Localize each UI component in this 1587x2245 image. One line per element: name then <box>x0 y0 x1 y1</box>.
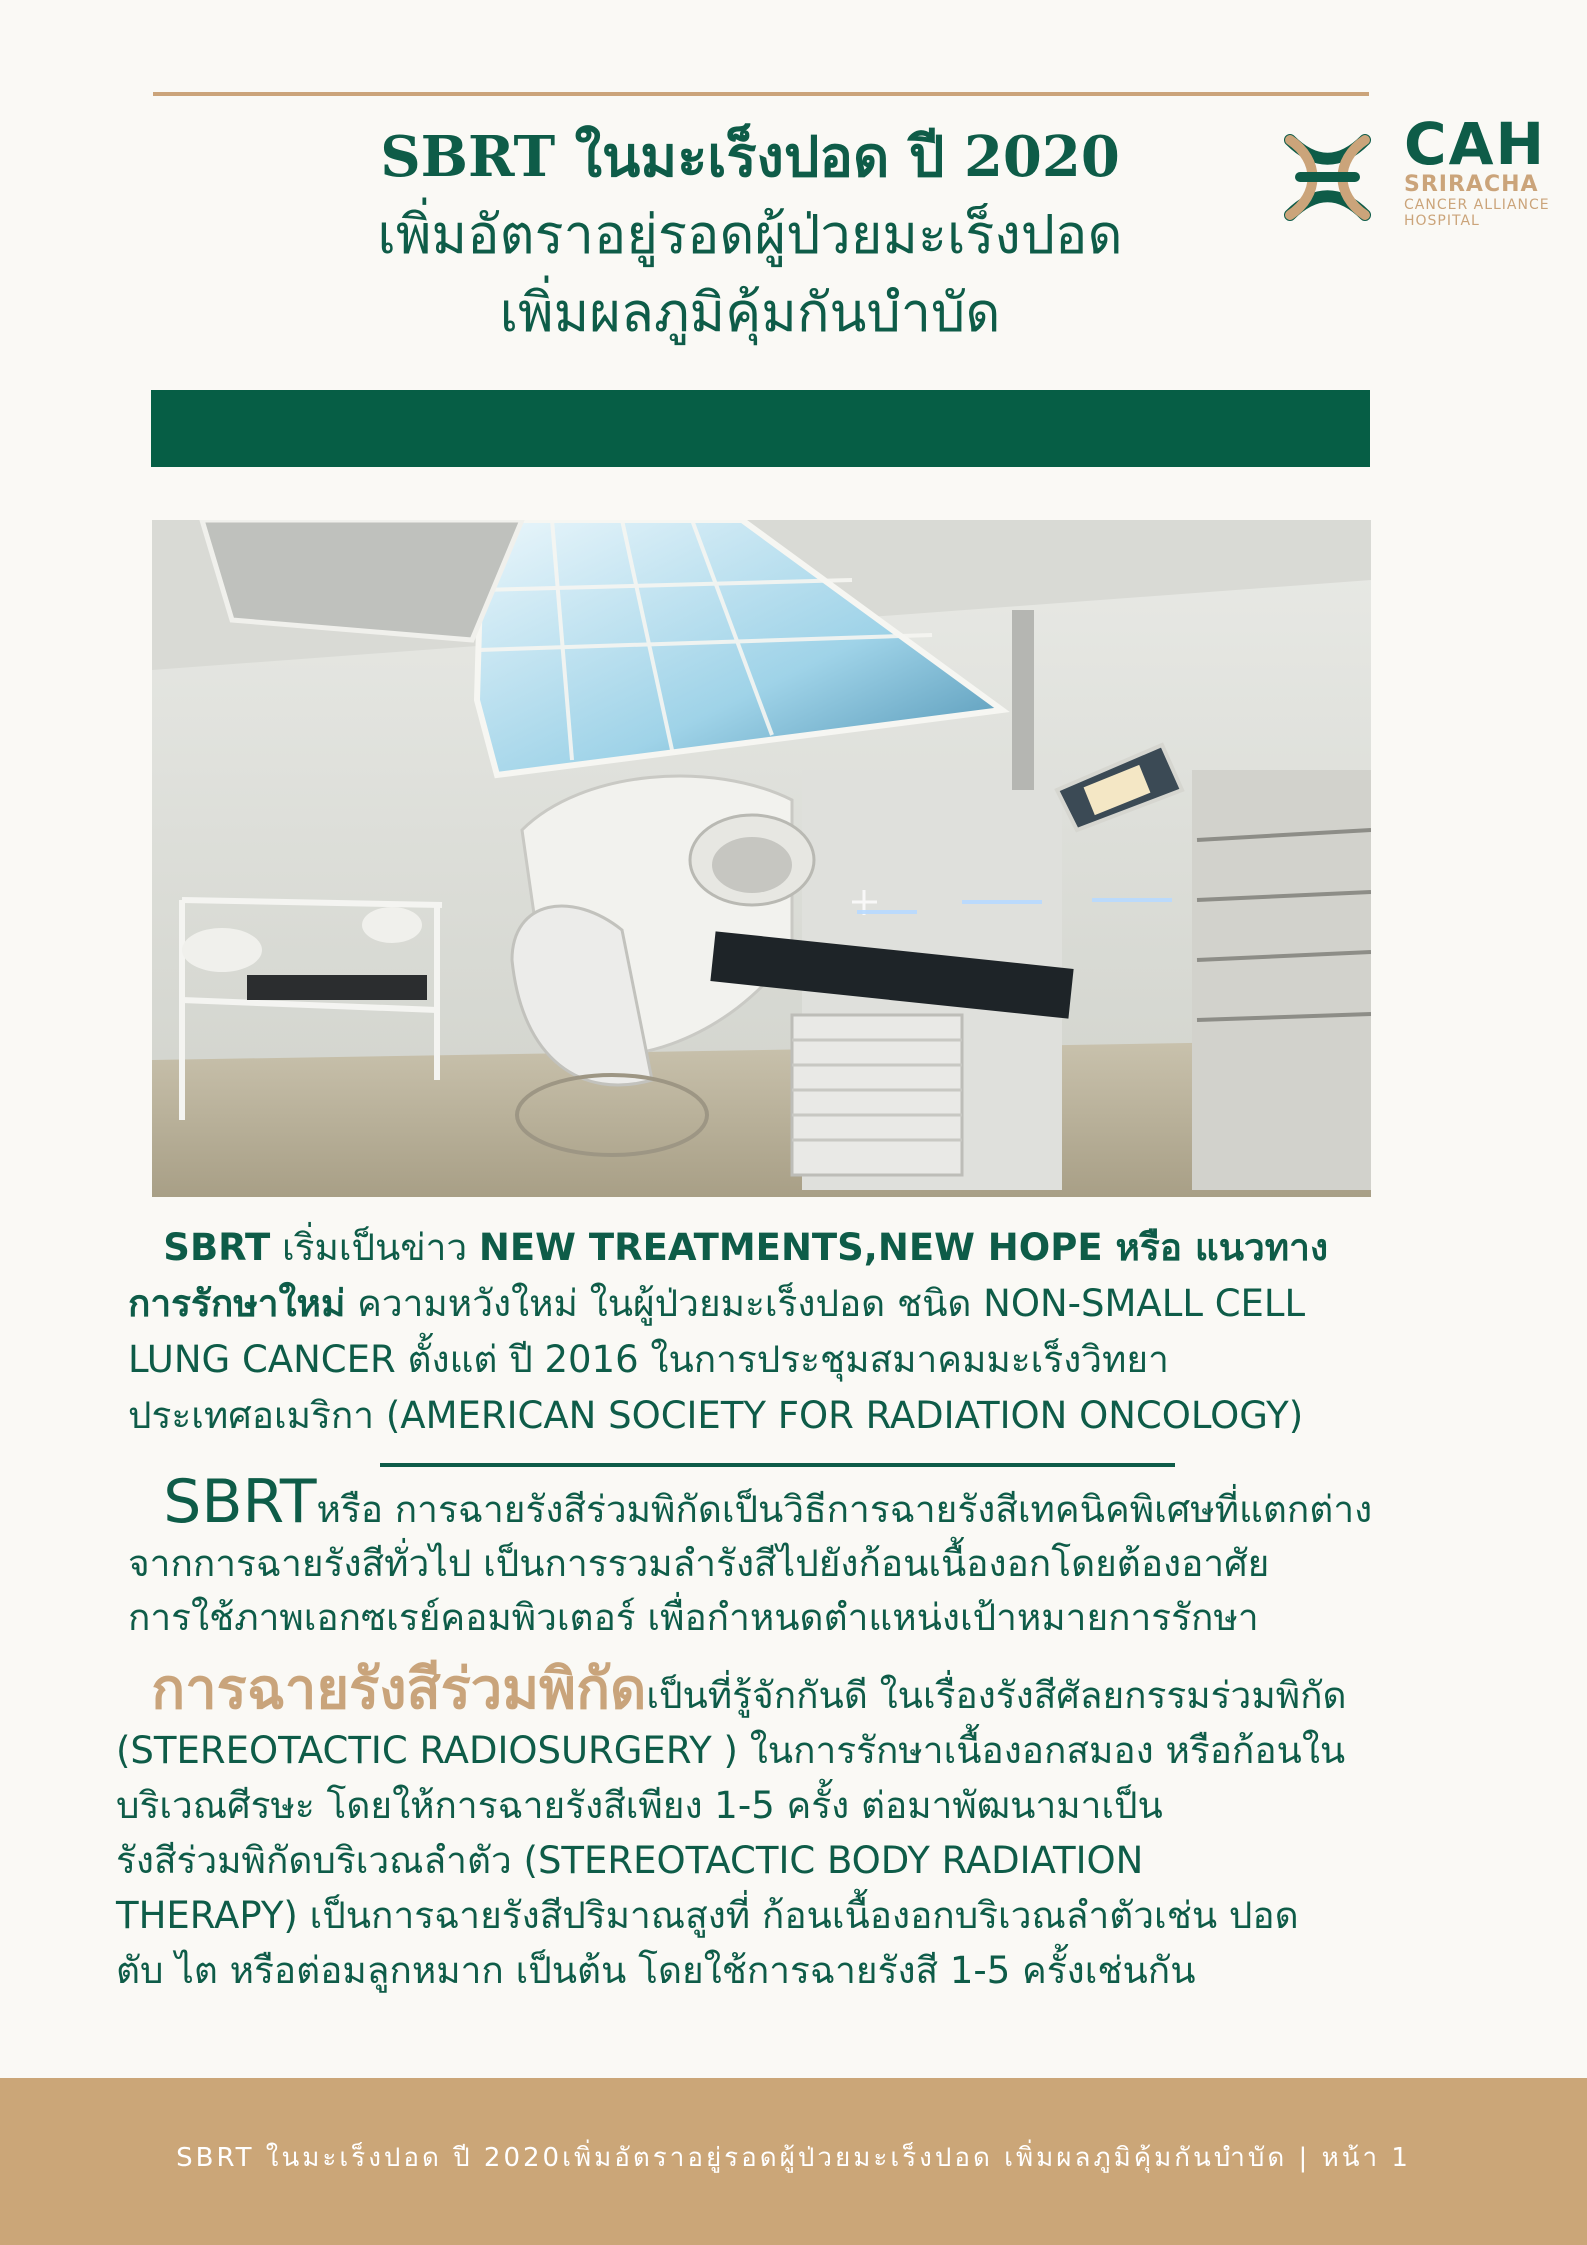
stereotactic-lead: การฉายรังสีร่วมพิกัด <box>151 1657 647 1722</box>
sbrt-line-2: จากการฉายรังสีทั่วไป เป็นการรวมลำรังสีไปยังก้อนเนื้องอกโดยต้องอาศัย <box>128 1542 1270 1585</box>
sbrt-lead: SBRT <box>163 1467 317 1537</box>
treatment-room-photo <box>152 520 1371 1197</box>
title-line-1: SBRT ในมะเร็งปอด ปี 2020 <box>380 124 1120 190</box>
stereotactic-line-4: รังสีร่วมพิกัดบริเวณลำตัว (STEREOTACTIC BODY RADIATION <box>116 1839 1144 1882</box>
section-divider <box>380 1463 1175 1467</box>
top-rule <box>153 92 1369 96</box>
title-line-2: เพิ่มอัตราอยู่รอดผู้ป่วยมะเร็งปอด <box>377 203 1123 266</box>
stereotactic-paragraph <box>116 1657 1516 1998</box>
logo-line-2: HOSPITAL <box>1404 213 1480 229</box>
intro-bold-2: การรักษาใหม่ <box>128 1282 346 1325</box>
logo-subname: SRIRACHA <box>1404 172 1539 197</box>
cah-logo <box>1270 110 1570 235</box>
sbrt-line-1: หรือ การฉายรังสีร่วมพิกัดเป็นวิธีการฉายรังสีเทคนิคพิเศษที่แตกต่าง <box>316 1488 1373 1531</box>
title-line-3: เพิ่มผลภูมิคุ้มกันบำบัด <box>499 281 1001 344</box>
intro-text-3: LUNG CANCER ตั้งแต่ ปี 2016 ในการประชุมสมาคมมะเร็งวิทยา <box>128 1338 1169 1381</box>
stereotactic-line-1: เป็นที่รู้จักกันดี ในเรื่องรังสีศัลยกรรมร่วมพิกัด <box>646 1674 1347 1717</box>
logo-name: CAH <box>1404 110 1546 178</box>
logo-text <box>1404 110 1550 229</box>
stereotactic-line-6: ตับ ไต หรือต่อมลูกหมาก เป็นต้น โดยใช้การฉายรังสี 1-5 ครั้งเช่นกัน <box>116 1949 1196 1992</box>
intro-paragraph <box>128 1220 1498 1444</box>
intro-lead: SBRT <box>163 1226 271 1269</box>
cah-knot-logo-icon <box>1270 120 1385 235</box>
logo-line-1: CANCER ALLIANCE <box>1404 197 1550 213</box>
linac-room-illustration <box>152 520 1371 1197</box>
intro-text-2: ความหวังใหม่ ในผู้ป่วยมะเร็งปอด ชนิด NON-SMALL CELL <box>345 1282 1306 1325</box>
stereotactic-line-3: บริเวณศีรษะ โดยให้การฉายรังสีเพียง 1-5 ครั้ง ต่อมาพัฒนามาเป็น <box>116 1784 1163 1827</box>
title-banner-bar <box>151 390 1370 467</box>
page-title <box>200 118 1300 352</box>
intro-text-1: เริ่มเป็นข่าว <box>270 1226 479 1269</box>
intro-bold-1: NEW TREATMENTS,NEW HOPE หรือ แนวทาง <box>478 1226 1329 1269</box>
sbrt-line-3: การใช้ภาพเอกซเรย์คอมพิวเตอร์ เพื่อกำหนดตำแหน่งเป้าหมายการรักษา <box>128 1596 1259 1639</box>
footer-text: SBRT ในมะเร็งปอด ปี 2020เพิ่มอัตราอยู่รอดผู้ป่วยมะเร็งปอด เพิ่มผลภูมิคุ้มกันบำบัด | หน้า 1 <box>176 2143 1411 2173</box>
stereotactic-line-5: THERAPY) เป็นการฉายรังสีปริมาณสูงที่ ก้อนเนื้องอกบริเวณลำตัวเช่น ปอด <box>116 1894 1299 1937</box>
sbrt-definition-paragraph <box>128 1467 1508 1645</box>
stereotactic-line-2: (STEREOTACTIC RADIOSURGERY ) ในการรักษาเนื้องอกสมอง หรือก้อนใน <box>116 1729 1346 1772</box>
intro-text-4: ประเทศอเมริกา (AMERICAN SOCIETY FOR RADIATION ONCOLOGY) <box>128 1394 1304 1437</box>
